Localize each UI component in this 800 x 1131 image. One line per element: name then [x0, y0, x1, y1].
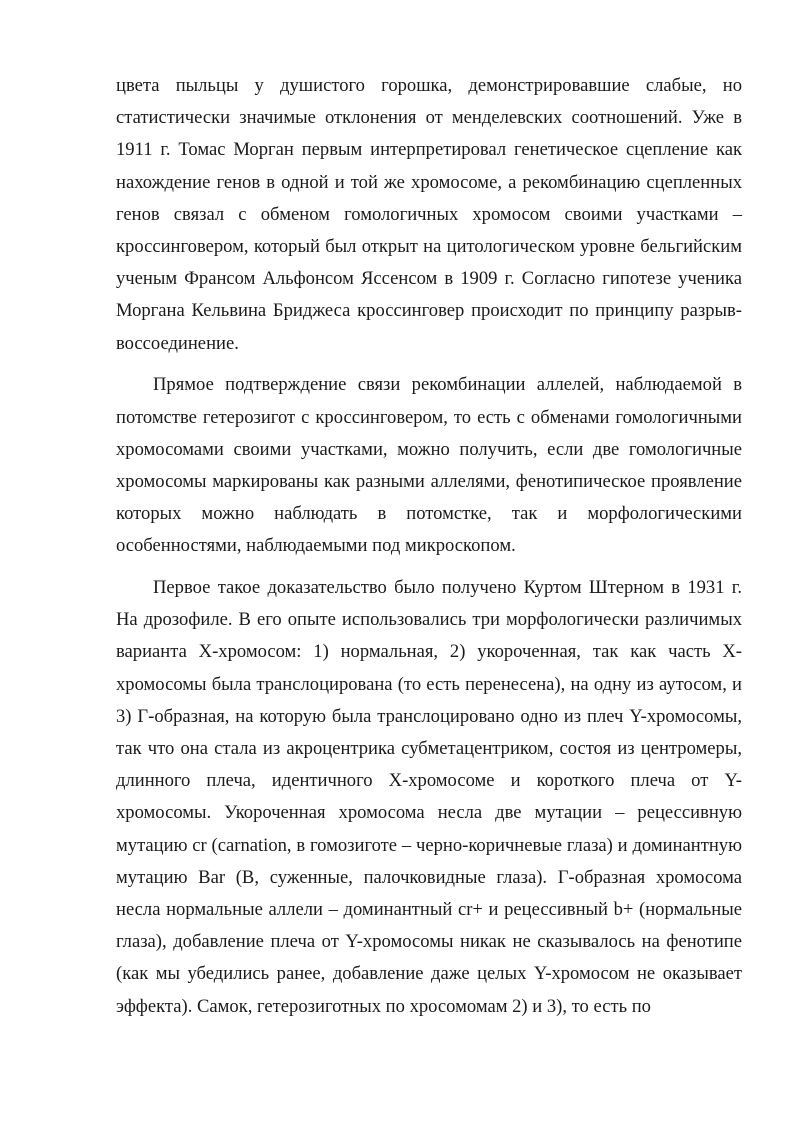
paragraph-3: Первое такое доказательство было получено Куртом Штерном в 1931 г. На дрозофиле. В его опыте использовались три морфологически различимых варианта X-хромосом: 1) нормальная, 2) укороченная, так как часть X-хромосомы была транслоцирована (то есть перенесена), на одну из аутосом, и 3) Г-образная, на которую была транслоцировано одно из плеч Y-хромосомы, так что она стала из акроцентрика субметацентриком, состоя из центромеры, длинного плеча, идентичного X-хромосоме и короткого плеча от Y-хромосомы. Укороченная хромосома несла две мутации – рецессивную мутацию cr (carnation, в гомозиготе – черно-коричневые глаза) и доминантную мутацию Bar (B, суженные, палочковидные глаза). Г-образная хромосома несла нормальные аллели – доминантный cr+ и рецессивный b+ (нормальные глаза), добавление плеча от Y-хромосомы никак не сказывалось на фенотипе (как мы убедились ранее, добавление даже целых Y-хромосом не оказывает эффекта). Самок, гетерозиготных по хросомомам 2) и 3), то есть по [116, 577, 742, 1017]
paragraph-1: цвета пыльцы у душистого горошка, демонстрировавшие слабые, но статистически значимые отклонения от менделевских соотношений. Уже в 1911 г. Томас Морган первым интерпретировал генетическое сцепление как нахождение генов в одной и той же хромосоме, а рекомбинацию сцепленных генов связал с обменом гомологичных хромосом своими участками – кроссинговером, который был открыт на цитологическом уровне бельгийским ученым Франсом Альфонсом Яссенсом в 1909 г. Согласно гипотезе ученика Моргана Кельвина Бриджеса кроссинговер происходит по принципу разрыв-воссоединение. [116, 75, 742, 354]
paragraph-2: Прямое подтверждение связи рекомбинации аллелей, наблюдаемой в потомстве гетерозигот с кроссинговером, то есть с обменами гомологичными хромосомами своими участками, можно получить, если две гомологичные хромосомы маркированы как разными аллелями, фенотипическое проявление которых можно наблюдать в потомстке, так и морфологическими особенностями, наблюдаемыми под микроскопом. [116, 374, 742, 557]
text-body [116, 70, 742, 1023]
